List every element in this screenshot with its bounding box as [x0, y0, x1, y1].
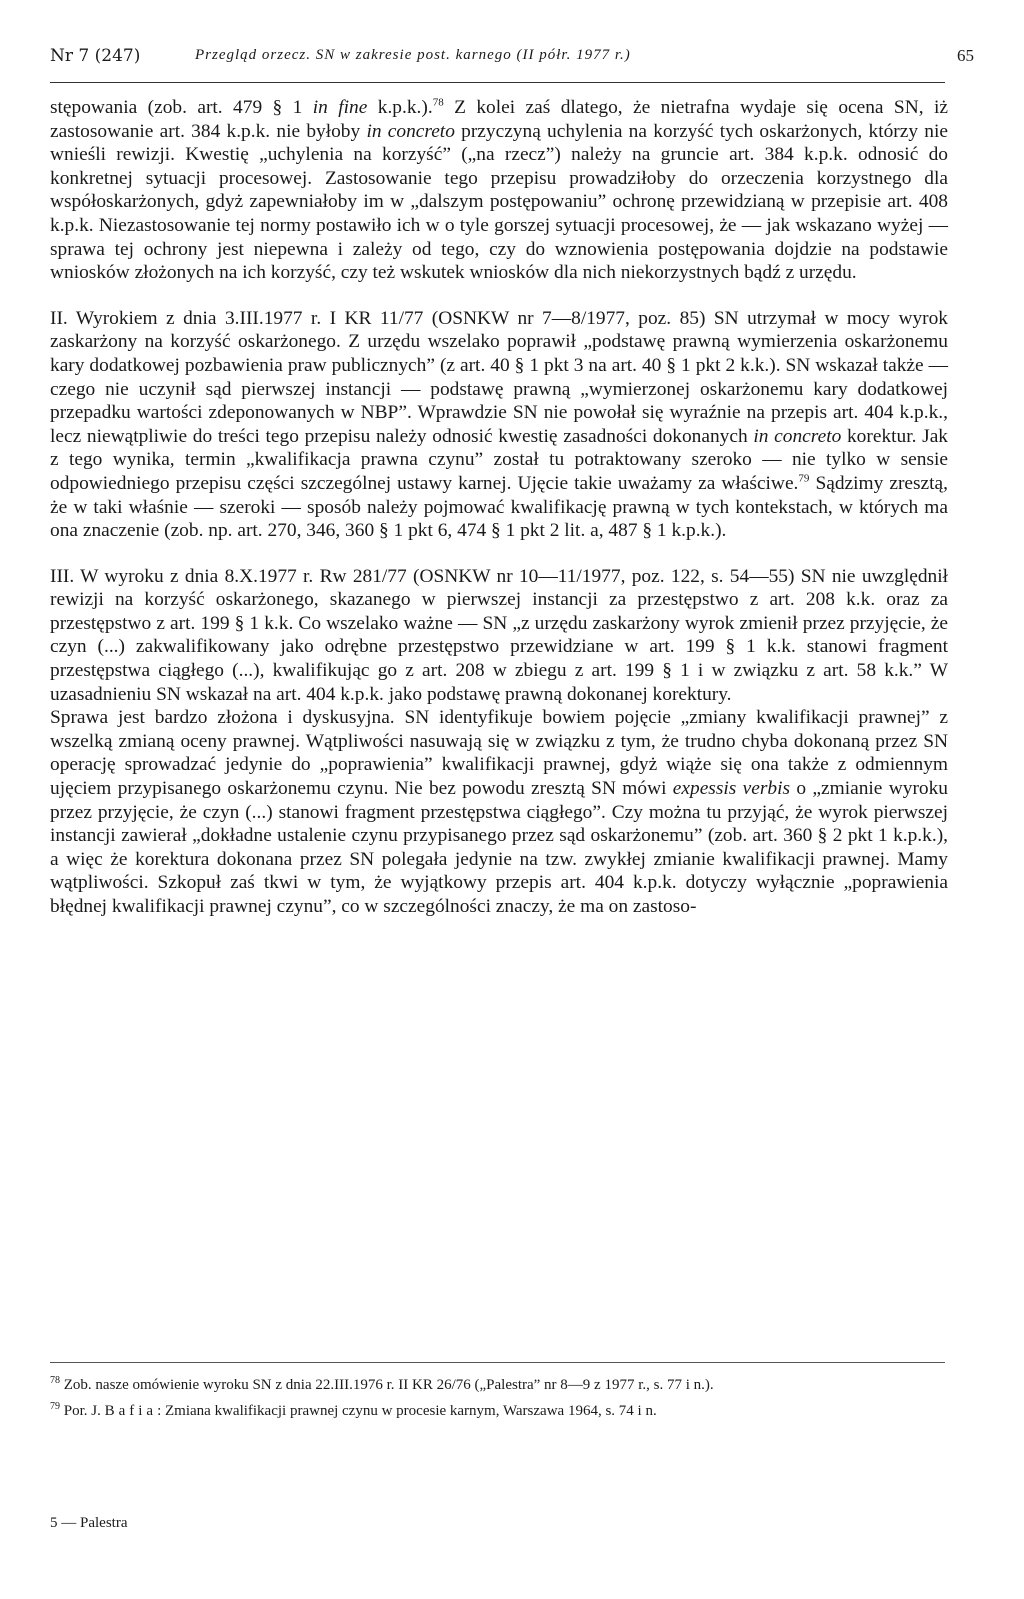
footnote-78: $^{78}$ Zob. nasze omówienie wyroku SN z dnia 22.III.1976 r. II KR 26/76 („Palestra” nr 8—9 z 1977 r., s. 77 i n.). [50, 1375, 714, 1393]
footnotes [50, 1370, 948, 1422]
issue-number: Nr 7 (247) [50, 46, 141, 66]
footnote-79: $^{79}$ Por. J. Bafia: Zmiana kwalifikacji prawnej czynu w procesie karnym, Warszawa 1964, s. 74 i n. [50, 1401, 657, 1419]
footnote-ref-79[interactable]: 79 [798, 472, 810, 485]
running-header [50, 46, 974, 76]
section-iii: III. W wyroku z dnia 8.X.1977 r. Rw 281/77 (OSNKW nr 10—11/1977, poz. 122, s. 54—55) SN nie uwzględnił rewizji na korzyść oskarżonego, skazanego w pierwszej instancji za przestępstwo z art. 208 k.k. oraz za przestępstwo z art. 199 § 1 k.k. Co wszelako ważne — SN „z urzędu zaskarżony wyrok zmienił przez przyjęcie, że czyn (...) zakwalifikowany jako odrębne przestępstwo przewidziane w art. 199 § 1 k.k. stanowi fragment przestępstwa ciągłego (...), kwalifikując go z art. 208 w zbiegu z art. 199 § 1 i w związku z art. 58 k.k.” W uzasadnieniu SN wskazał na art. 404 k.p.k. jako podstawę prawną dokonanej korektury. [50, 565, 948, 705]
header-rule [50, 82, 945, 83]
footnote-ref-78[interactable]: 78 [432, 96, 444, 109]
signature-mark: 5 — Palestra [50, 1515, 128, 1531]
body-text [50, 96, 948, 919]
journal-title: Przegląd orzecz. SN w zakresie post. karnego (II półr. 1977 r.) [195, 47, 631, 63]
paragraph-discussion: Sprawa jest bardzo złożona i dyskusyjna. SN identyfikuje bowiem pojęcie „zmiany kwalifikacji prawnej” z wszelką zmianą oceny prawnej. Wątpliwości nasuwają się w związku z tym, że trudno chyba dokonaną przez SN operację sprowadzać jedynie do „poprawienia” kwalifikacji prawnej, gdyż wiąże się ona także z odmiennym ujęciem przypisanego oskarżonemu czynu. Nie bez powodu zresztą SN mówi expessis verbis o „zmianie wyroku przez przyjęcie, że czyn (...) stanowi fragment przestępstwa ciągłego”. Czy można tu przyjąć, że wyrok pierwszej instancji zawierał „dokładne ustalenie czynu przypisanego przez sąd oskarżonemu” (zob. art. 360 § 2 pkt 1 k.p.k.), a więc że korektura dokonana przez SN polegała jedynie na tzw. zwykłej zmianie kwalifikacji prawnej. Mamy wątpliwości. Szkopuł zaś tkwi w tym, że wyjątkowy przepis art. 404 k.p.k. dotyczy wyłącznie „poprawienia błędnej kwalifikacji prawnej czynu”, co w szczególności znaczy, że ma on zastoso- [50, 707, 948, 917]
footnote-rule [50, 1362, 945, 1363]
page-number: 65 [957, 46, 974, 65]
section-ii: II. Wyrokiem z dnia 3.III.1977 r. I KR 11/77 (OSNKW nr 7—8/1977, poz. 85) SN utrzymał w mocy wyrok zaskarżony na korzyść oskarżonego. Z urzędu wszelako poprawił „podstawę prawną wymierzenia oskarżonemu kary dodatkowej pozbawienia praw publicznych” (z art. 40 § 1 pkt 3 na art. 40 § 1 pkt 2 k.k.). SN wskazał także — czego nie uczynił sąd pierwszej instancji — podstawę prawną „wymierzonej oskarżonemu kary dodatkowej przepadku wartości zdeponowanych w NBP”. Wprawdzie SN nie powołał się wyraźnie na przepis art. 404 k.p.k., lecz niewątpliwie do treści tego przepisu należy odnosić kwestię zasadności dokonanych in concreto korektur. Jak z tego wynika, termin „kwalifikacja prawna czynu” został tu potraktowany szeroko — nie tylko w sensie odpowiedniego przepisu części szczególnej ustawy karnej. Ujęcie takie uważamy za właściwe.$^{79}$ Sądzimy zresztą, że w taki właśnie — szeroki — sposób należy pojmować kwalifikację prawną w tych kontekstach, w których ma ona znaczenie (zob. np. art. 270, 346, 360 § 1 pkt 6, 474 § 1 pkt 2 lit. a, 487 § 1 k.p.k.). [50, 307, 949, 542]
paragraph-continuation: stępowania (zob. art. 479 § 1 in fine k.p.k.).$^{78}$ Z kolei zaś dlatego, że nietrafna wydaje się ocena SN, iż zastosowanie art. 384 k.p.k. nie byłoby in concreto przyczyną uchylenia na korzyść tych oskarżonych, którzy nie wnieśli rewizji. Kwestię „uchylenia na korzyść” („na rzecz”) należy na gruncie art. 384 k.p.k. odnosić do konkretnej sytuacji procesowej. Zastosowanie tego przepisu prowadziłoby do orzeczenia korzystnego dla współoskarżonych, gdyż zapewniałoby im w „dalszym postępowaniu” ochronę przewidzianą w przepisie art. 408 k.p.k. Niezastosowanie tej normy postawiło ich w o tyle gorszej sytuacji procesowej, że — jak wskazano wyżej — sprawa tej ochrony jest niepewna i zależy od tego, czy do wznowienia postępowania dojdzie na podstawie wniosków złożonych na ich korzyść, czy też wskutek wniosków dla nich niekorzystnych bądź z urzędu. [50, 96, 948, 284]
